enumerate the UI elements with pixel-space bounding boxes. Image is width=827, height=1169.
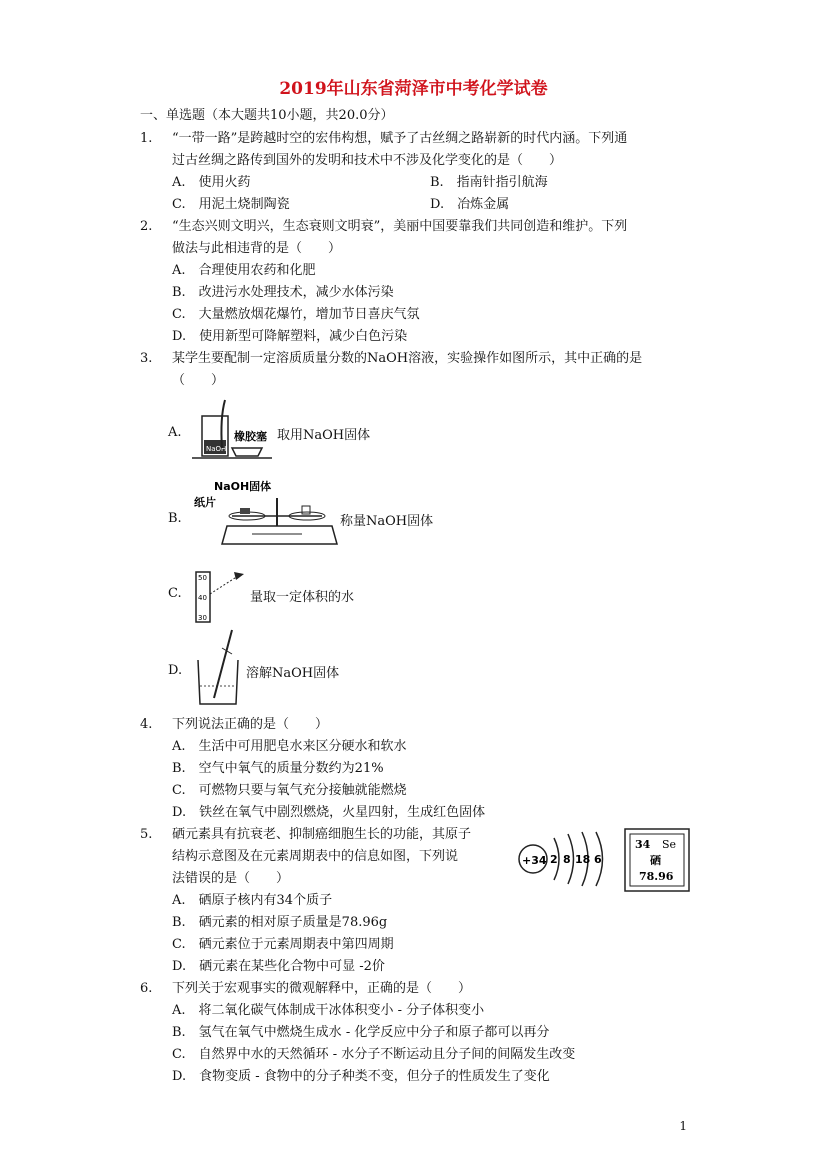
question-text: 法错误的是（ ） — [172, 871, 290, 886]
option-d: D. 食物变质 - 食物中的分子种类不变，但分子的性质发生了变化 — [172, 1069, 550, 1084]
option-a: A. 硒原子核内有34个质子 — [172, 893, 333, 908]
atomic-mass: 78.96 — [639, 870, 674, 883]
element-symbol: Se — [662, 838, 677, 851]
option-d: D. 冶炼金属 — [430, 197, 510, 212]
option-b-label: B. — [168, 511, 182, 526]
question-text: “一带一路”是跨越时空的宏伟构想，赋予了古丝绸之路崭新的时代内涵。下列通 — [172, 131, 628, 146]
question-number: 2. — [140, 219, 153, 234]
question-text: 做法与此相违背的是（ ） — [172, 241, 342, 256]
paper-label: 纸片 — [194, 496, 216, 509]
question-text: 某学生要配制一定溶质质量分数的NaOH溶液，实验操作如图所示，其中正确的是 — [172, 351, 643, 366]
rubber-stopper-label: 橡胶塞 — [234, 430, 267, 443]
option-a-text: 取用NaOH固体 — [277, 428, 371, 443]
option-d-label: D. — [168, 663, 183, 678]
question-text: “生态兴则文明兴，生态衰则文明衰”，美丽中国要靠我们共同创造和维护。下列 — [172, 219, 628, 234]
question-number: 4. — [140, 717, 153, 732]
shell-electrons: 6 — [594, 853, 602, 866]
option-c: C. 硒元素位于元素周期表中第四周期 — [172, 937, 394, 952]
question-text: 过古丝绸之路传到国外的发明和技术中不涉及化学变化的是（ ） — [172, 153, 563, 168]
beaker-figure — [192, 628, 244, 708]
periodic-table-cell — [624, 828, 690, 892]
question-number: 5. — [140, 827, 153, 842]
question-text: 结构示意图及在元素周期表中的信息如图，下列说 — [172, 849, 459, 864]
reagent-bottle-figure — [192, 398, 272, 464]
graduated-cylinder-figure — [192, 568, 248, 624]
option-a-label: A. — [168, 425, 182, 440]
option-b: B. 指南针指引航海 — [430, 175, 548, 190]
option-b-text: 称量NaOH固体 — [340, 514, 434, 529]
option-c: C. 可燃物只要与氧气充分接触就能燃烧 — [172, 783, 407, 798]
element-name: 硒 — [650, 854, 661, 867]
bottle-label: NaOH — [206, 445, 227, 453]
atom-structure-diagram — [516, 830, 616, 890]
question-text: 下列说法正确的是（ ） — [172, 717, 329, 732]
shell-electrons: 8 — [563, 853, 571, 866]
balance-figure — [192, 478, 342, 552]
shell-electrons: 18 — [575, 853, 591, 866]
option-c: C. 大量燃放烟花爆竹，增加节日喜庆气氛 — [172, 307, 420, 322]
option-d-text: 溶解NaOH固体 — [246, 666, 340, 681]
option-d: D. 硒元素在某些化合物中可显 -2价 — [172, 959, 385, 974]
option-a: A. 合理使用农药和化肥 — [172, 263, 316, 278]
question-text: 硒元素具有抗衰老、抑制癌细胞生长的功能，其原子 — [172, 827, 472, 842]
atomic-number: 34 — [635, 838, 651, 851]
question-text: 下列关于宏观事实的微观解释中，正确的是（ ） — [172, 981, 472, 996]
tick-label: 40 — [198, 594, 207, 602]
exam-title: 2019年山东省菏泽市中考化学试卷 — [279, 79, 548, 99]
option-a: A. 生活中可用肥皂水来区分硬水和软水 — [172, 739, 407, 754]
question-text: （ ） — [172, 373, 225, 388]
question-number: 3. — [140, 351, 153, 366]
page-number: 1 — [679, 1119, 687, 1133]
option-b: B. 改进污水处理技术，减少水体污染 — [172, 285, 394, 300]
option-a: A. 使用火药 — [172, 175, 251, 190]
shell-electrons: 2 — [550, 853, 558, 866]
option-c-text: 量取一定体积的水 — [250, 590, 355, 605]
option-c-label: C. — [168, 586, 182, 601]
question-number: 1. — [140, 131, 153, 146]
section-heading: 一、单选题（本大题共10小题，共20.0分） — [140, 108, 394, 123]
option-a: A. 将二氧化碳气体制成干冰体积变小 - 分子体积变小 — [172, 1003, 485, 1018]
option-b: B. 氢气在氧气中燃烧生成水 - 化学反应中分子和原子都可以再分 — [172, 1025, 550, 1040]
option-d: D. 使用新型可降解塑料，减少白色污染 — [172, 329, 408, 344]
nucleus-charge: +34 — [522, 854, 547, 867]
tick-label: 50 — [198, 574, 207, 582]
naoh-solid-label: NaOH固体 — [214, 480, 272, 493]
option-c: C. 用泥土烧制陶瓷 — [172, 197, 290, 212]
option-d: D. 铁丝在氧气中剧烈燃烧，火星四射，生成红色固体 — [172, 805, 486, 820]
option-b: B. 空气中氧气的质量分数约为21% — [172, 761, 384, 776]
tick-label: 30 — [198, 614, 207, 622]
option-b: B. 硒元素的相对原子质量是78.96g — [172, 915, 388, 930]
option-c: C. 自然界中水的天然循环 - 水分子不断运动且分子间的间隔发生改变 — [172, 1047, 576, 1062]
question-number: 6. — [140, 981, 153, 996]
